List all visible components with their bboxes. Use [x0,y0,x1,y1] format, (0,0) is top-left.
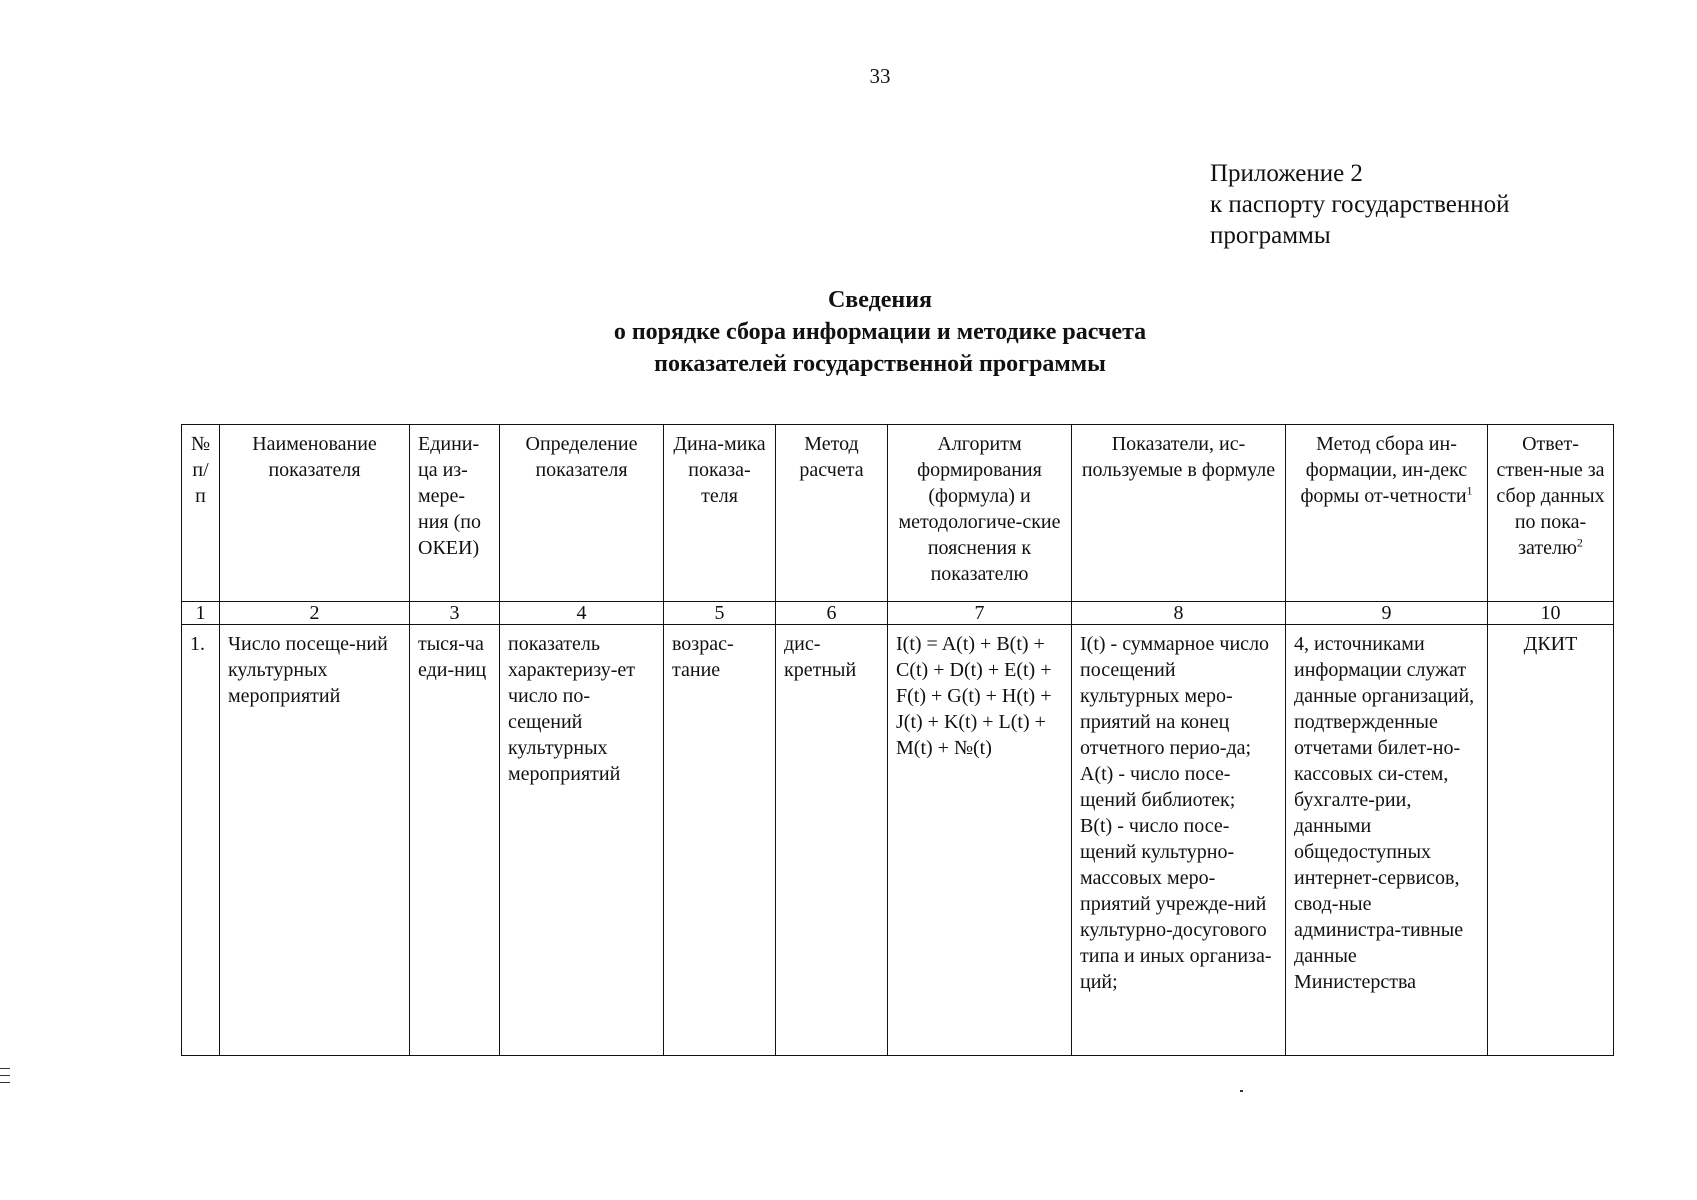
column-number: 7 [888,602,1072,625]
indicator-name: Число посеще-ний культурных мероприятий [220,625,410,1056]
header-cell [1286,425,1488,602]
title-line-2: о порядке сбора информации и методике расчета [613,319,1147,345]
column-number: 4 [500,602,664,625]
header-text: Ответ-ствен-ные за сбор данных по пока-зателю [1496,433,1605,559]
header-cell: Дина-мика показа-теля [664,425,776,602]
calculation-method: дис-кретный [776,625,888,1056]
column-number: 5 [664,602,776,625]
row-number: 1. [182,625,220,1056]
responsible-party: ДКИТ [1488,625,1614,1056]
header-row [182,425,1614,602]
column-number-row [182,602,1614,625]
column-number: 10 [1488,602,1614,625]
scan-dot [1240,1090,1243,1092]
appendix-line-1: Приложение 2 [1210,160,1363,187]
title-line-1: Сведения [827,287,933,313]
header-cell: Показатели, ис-пользуемые в формуле [1072,425,1286,602]
column-number: 1 [182,602,220,625]
indicators-table [181,424,1614,1056]
page-number: 33 [869,64,891,88]
appendix-note [1210,158,1510,251]
header-cell: Наименование показателя [220,425,410,602]
appendix-line-3: программы [1210,222,1331,249]
title-line-3: показателей государственной программы [654,351,1106,377]
table-row [182,625,1614,1056]
margin-marks [0,1068,12,1089]
footnote-marker: 1 [1466,483,1473,498]
column-number: 8 [1072,602,1286,625]
formula-indicators [1072,625,1286,1056]
header-cell: № п/п [182,425,220,602]
indicator-definition: показатель характеризу-ет число по-сещений культурных мероприятий [500,625,664,1056]
formula-indicator-item: I(t) - суммарное число посещений культурных меро-приятий на конец отчетного перио-да; [1080,633,1270,759]
measurement-unit: тыся-ча еди-ниц [410,625,500,1056]
header-text: Метод сбора ин-формации, ин-декс формы от-четности [1300,433,1468,507]
indicator-dynamics: возрас-тание [664,625,776,1056]
header-cell [1488,425,1614,602]
footnote-marker: 2 [1576,535,1583,550]
formula-indicator-item: B(t) - число посе-щений культурно-массовых меро-приятий учрежде-ний культурно-досугового типа и иных организа-ций; [1080,815,1272,993]
appendix-line-2: к паспорту государственной [1210,191,1510,218]
formula-indicator-item: A(t) - число посе-щений библиотек; [1080,763,1236,811]
header-cell: Едини-ца из-мере-ния (по ОКЕИ) [410,425,500,602]
header-cell: Метод расчета [776,425,888,602]
calculation-formula: I(t) = A(t) + B(t) + C(t) + D(t) + E(t) + F(t) + G(t) + H(t) + J(t) + K(t) + L(t) + M(t) + №(t) [888,625,1072,1056]
document-title [0,284,1697,380]
header-cell: Алгоритм формирования (формула) и методологиче-ские пояснения к показателю [888,425,1072,602]
header-cell: Определение показателя [500,425,664,602]
collection-method: 4, источниками информации служат данные организаций, подтвержденные отчетами билет-но-кассовых си-стем, бухгалте-рии, данными общедоступных интернет-сервисов, свод-ные администра-тивные данные Министерства [1286,625,1488,1056]
column-number: 9 [1286,602,1488,625]
column-number: 3 [410,602,500,625]
column-number: 6 [776,602,888,625]
column-number: 2 [220,602,410,625]
